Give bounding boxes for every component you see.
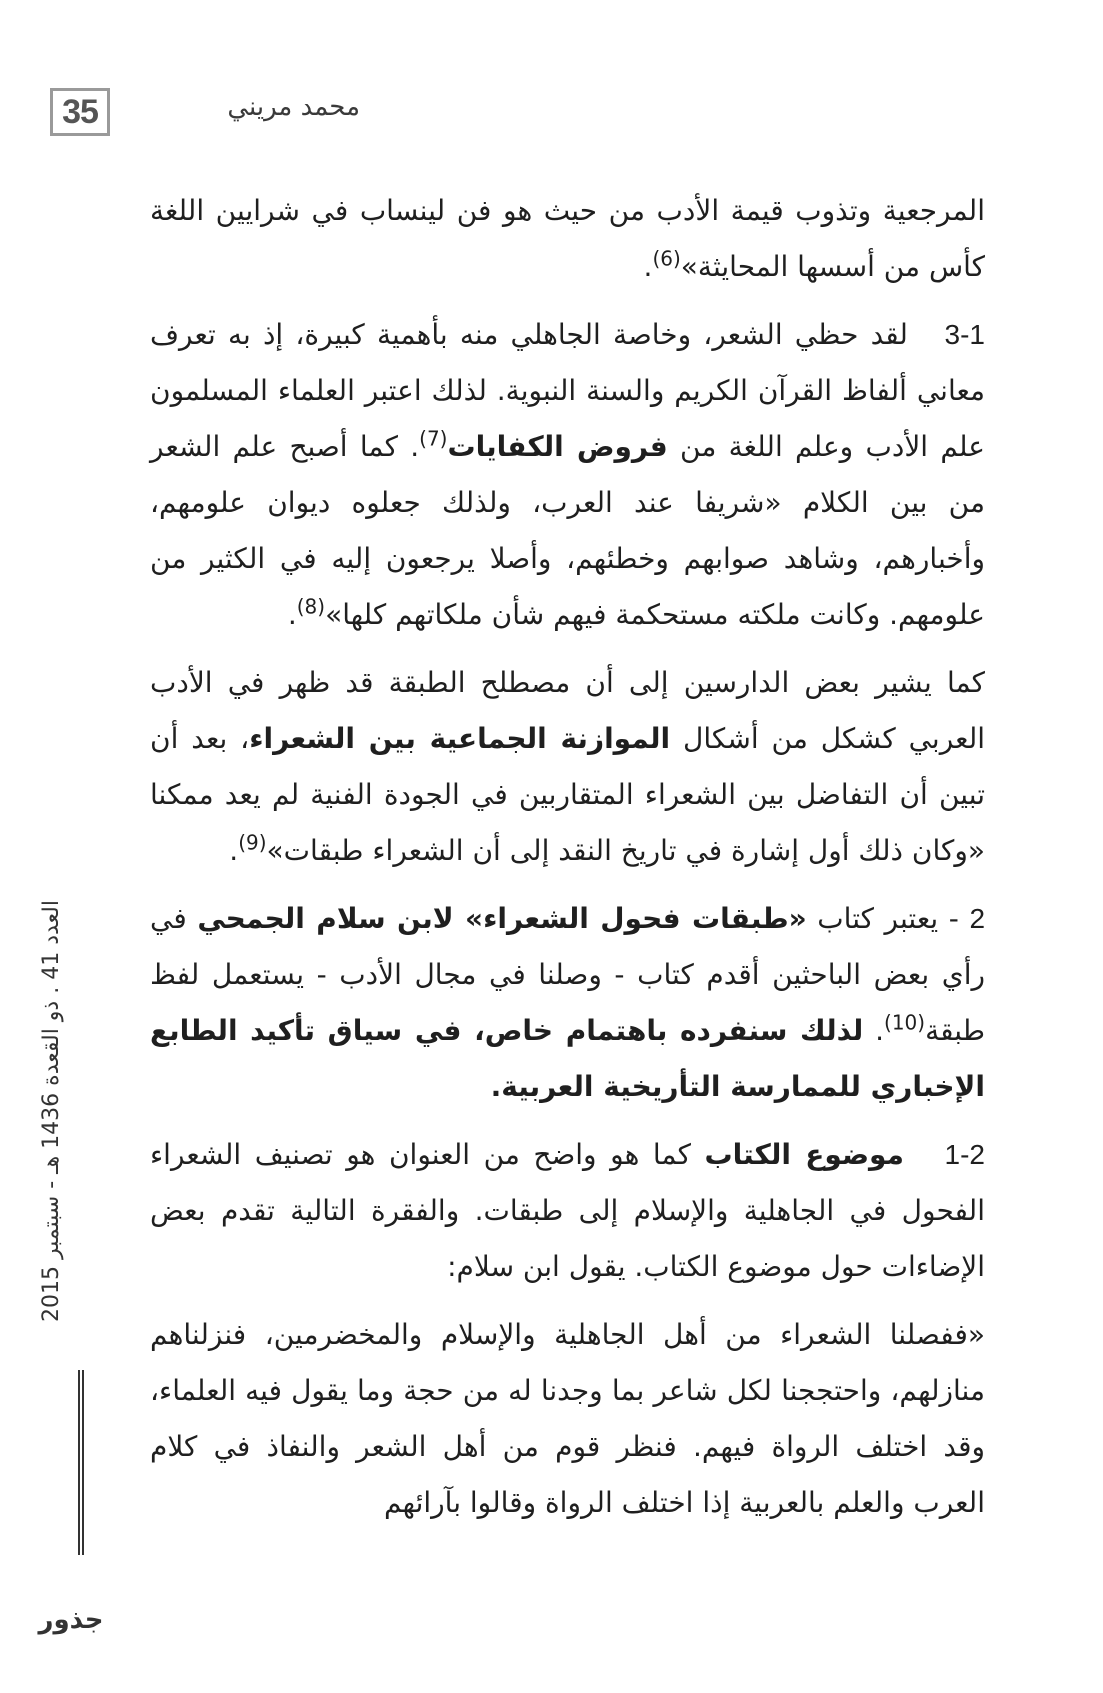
bold-term: موضوع الكتاب [704,1138,904,1171]
punctuation: . [643,250,653,283]
bold-book-title: «طبقات فحول الشعراء» لابن سلام الجمحي [197,902,807,935]
journal-logo: جذور [38,1605,104,1635]
footnote-ref: (10) [884,1010,926,1035]
paragraph-text: - يعتبر كتاب [817,902,959,935]
quoted-text: «ففصلنا الشعراء من أهل الجاهلية والإسلام والمخضرمين، فنزلناهم منازلهم، واحتججنا لكل شاعر بما وجدنا له من حجة وما يقول فيه العلماء، وقد اختلف الرواة فيهم. فنظر قوم من أهل الشعر والنفاذ في كلام العرب والعلم بالعربية إذا اختلف الرواة وقالوا بآرائهم [150,1318,985,1519]
punctuation: . [287,598,297,631]
section-number: 3-1 [944,319,985,350]
paragraph-4 [150,891,985,1115]
paragraph-text: كما يشير بعض الدارسين إلى أن مصطلح الطبقة قد ظهر في الأدب العربي كشكل من أشكال [150,666,985,755]
punctuation: . [875,1014,885,1047]
issue-info: العدد 41 . ذو القعدة 1436 هـ - سبتمبر 2015 [39,900,64,1322]
paragraph-3 [150,655,985,879]
sidebar-divider [78,1370,84,1555]
punctuation: . [229,834,239,867]
paragraph-text: ، بعد أن تبين أن التفاضل بين الشعراء المتقاربين في الجودة الفنية لم يعد ممكنا «وكان ذلك أول إشارة في تاريخ النقد إلى أن الشعراء طبقات» [150,722,985,867]
footnote-ref: (6) [652,246,681,271]
section-number: 1-2 [944,1139,985,1170]
paragraph-2 [150,307,985,643]
section-number: 2 [969,903,986,934]
footnote-ref: (7) [419,426,448,451]
paragraph-text: المرجعية وتذوب قيمة الأدب من حيث هو فن لينساب في شرايين اللغة كأس من أسسها المحايثة» [150,194,985,283]
paragraph-5 [150,1127,985,1295]
bold-term: الموازنة الجماعية بين الشعراء [249,722,671,755]
page-number: 35 [50,88,110,136]
paragraph-text: في رأي بعض الباحثين أقدم كتاب - وصلنا في مجال الأدب - يستعمل لفظ طبقة [150,902,986,1047]
article-body [150,183,985,1543]
bold-statement: لذلك سنفرده باهتمام خاص، في سياق تأكيد الطابع الإخباري للممارسة التأريخية العربية. [150,1014,985,1103]
bold-term: فروض الكفايات [447,430,668,463]
paragraph-1 [150,183,985,295]
author-name: محمد مريني [227,92,360,122]
paragraph-text: لقد حظي الشعر، وخاصة الجاهلي منه بأهمية كبيرة، إذ به تعرف معاني ألفاظ القرآن الكريم والسنة النبوية. لذلك اعتبر العلماء المسلمون علم الأدب وعلم اللغة من [150,318,985,463]
paragraph-text: كما هو واضح من العنوان هو تصنيف الشعراء الفحول في الجاهلية والإسلام إلى طبقات. والفقرة التالية تقدم بعض الإضاءات حول موضوع الكتاب. يقول ابن سلام: [150,1138,985,1283]
paragraph-text: . كما أصبح علم الشعر من بين الكلام «شريفا عند العرب، ولذلك جعلوه ديوان علومهم، وأخبارهم، وشاهد صوابهم وخطئهم، وأصلا يرجعون إليه في الكثير من علومهم. وكانت ملكته مستحكمة فيهم شأن ملكاتهم كلها» [150,430,985,631]
footnote-ref: (9) [238,830,267,855]
paragraph-6-quote [150,1307,985,1531]
footnote-ref: (8) [296,594,326,619]
